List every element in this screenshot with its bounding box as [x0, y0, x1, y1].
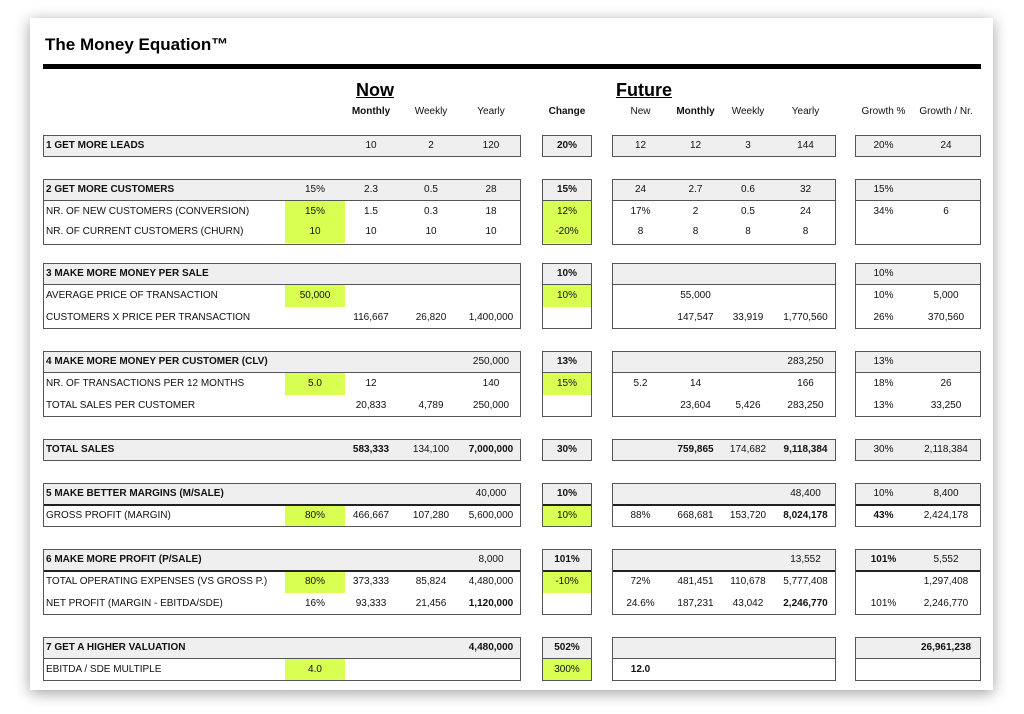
cell-change: 20%: [556, 140, 577, 151]
cell-f-y: 8: [802, 226, 809, 237]
cell-now-y: 120: [482, 140, 500, 151]
cell-f-m: 2.7: [688, 184, 703, 195]
cell-g-pct: 10%: [873, 290, 894, 301]
row-label: 6 MAKE MORE PROFIT (P/SALE): [46, 554, 202, 565]
header-future-new: New: [630, 106, 651, 117]
row-label: TOTAL SALES: [46, 444, 115, 455]
row-label: EBITDA / SDE MULTIPLE: [46, 664, 162, 675]
cell-now-y: 250,000: [472, 400, 510, 411]
cell-f-new: 17%: [630, 206, 651, 217]
row-label: 1 GET MORE LEADS: [46, 140, 145, 151]
row-label: NR. OF NEW CUSTOMERS (CONVERSION): [46, 206, 250, 217]
cell-f-m: 668,681: [677, 510, 714, 521]
cell-f-m: 147,547: [677, 312, 714, 323]
cell-input: 15%: [304, 184, 325, 195]
row-label: CUSTOMERS X PRICE PER TRANSACTION: [46, 312, 251, 323]
cell-now-y: 1,400,000: [468, 312, 514, 323]
cell-now-w: 85,824: [415, 576, 447, 587]
cell-change: 10%: [556, 290, 577, 301]
cell-g-pct: 15%: [873, 184, 894, 195]
money-equation-sheet: [30, 18, 993, 690]
cell-f-w: 174,682: [729, 444, 767, 455]
cell-g-nr: 2,424,178: [923, 510, 969, 521]
row-label: 7 GET A HIGHER VALUATION: [46, 642, 186, 653]
header-growth-pct: Growth %: [861, 106, 906, 117]
cell-g-pct: 20%: [873, 140, 894, 151]
cell-g-pct: 10%: [873, 488, 894, 499]
cell-g-pct: 43%: [873, 510, 894, 521]
cell-g-pct: 13%: [873, 400, 894, 411]
cell-g-nr: 2,246,770: [923, 598, 969, 609]
cell-f-m: 12: [689, 140, 702, 151]
cell-change: 502%: [554, 642, 580, 653]
cell-g-pct: 34%: [873, 206, 894, 217]
cell-g-nr: 26: [940, 378, 952, 389]
cell-now-m: 10: [365, 226, 377, 237]
cell-g-pct: 13%: [873, 356, 894, 367]
cell-f-y: 9,118,384: [783, 444, 828, 455]
cell-g-pct: 26%: [873, 312, 894, 323]
cell-f-m: 55,000: [680, 290, 711, 301]
now-group-heading: Now: [356, 80, 394, 100]
cell-change: 15%: [556, 184, 577, 195]
cell-f-y: 5,777,408: [783, 576, 828, 587]
cell-now-y: 4,480,000: [468, 576, 514, 587]
cell-g-nr: 6: [943, 206, 949, 217]
header-growth-nr: Growth / Nr.: [919, 106, 973, 117]
cell-now-y: 10: [485, 226, 497, 237]
row-label: TOTAL OPERATING EXPENSES (VS GROSS P.): [46, 576, 268, 587]
cell-now-y: 18: [485, 206, 497, 217]
cell-f-y: 2,246,770: [783, 598, 828, 609]
cell-f-m: 23,604: [680, 400, 711, 411]
cell-f-w: 0.5: [741, 206, 755, 217]
cell-change: 10%: [556, 488, 577, 499]
cell-input: 50,000: [299, 290, 331, 301]
cell-now-w: 26,820: [415, 312, 447, 323]
cell-change: -10%: [555, 576, 579, 587]
cell-f-new: 12: [634, 140, 647, 151]
cell-g-nr: 33,250: [930, 400, 962, 411]
cell-g-nr: 370,560: [927, 312, 965, 323]
cell-f-m: 759,865: [677, 444, 714, 455]
cell-now-m: 2.3: [364, 184, 378, 195]
cell-g-nr: 2,118,384: [924, 444, 968, 455]
cell-g-nr: 26,961,238: [920, 642, 972, 653]
cell-input: 10: [309, 226, 321, 237]
cell-change: 13%: [556, 356, 577, 367]
cell-input: 16%: [304, 598, 325, 609]
cell-f-y: 166: [797, 378, 814, 389]
cell-now-w: 107,280: [412, 510, 450, 521]
cell-now-y: 40,000: [475, 488, 507, 499]
cell-g-nr: 5,000: [933, 290, 959, 301]
row-label: NR. OF TRANSACTIONS PER 12 MONTHS: [46, 378, 245, 389]
cell-g-pct: 30%: [873, 444, 894, 455]
cell-f-m: 2: [692, 206, 699, 217]
future-group-heading: Future: [616, 80, 672, 100]
header-change: Change: [548, 106, 586, 117]
cell-now-w: 2: [428, 140, 434, 151]
cell-g-nr: 1,297,408: [923, 576, 969, 587]
row-label: TOTAL SALES PER CUSTOMER: [46, 400, 196, 411]
header-future-weekly: Weekly: [731, 106, 765, 117]
cell-g-pct: 18%: [873, 378, 894, 389]
cell-input: 4.0: [308, 664, 322, 675]
cell-now-m: 93,333: [355, 598, 387, 609]
cell-f-new: 72%: [630, 576, 651, 587]
cell-g-nr: 24: [940, 140, 952, 151]
cell-f-y: 283,250: [787, 400, 824, 411]
cell-f-y: 13,552: [790, 554, 821, 565]
cell-now-y: 28: [485, 184, 497, 195]
cell-now-y: 4,480,000: [468, 642, 514, 653]
cell-change: 101%: [554, 554, 580, 565]
row-label: NR. OF CURRENT CUSTOMERS (CHURN): [46, 226, 244, 237]
cell-f-y: 32: [799, 184, 812, 195]
header-now-monthly: Monthly: [351, 106, 391, 117]
cell-change: -20%: [555, 226, 579, 237]
cell-f-new: 8: [637, 226, 644, 237]
cell-f-y: 1,770,560: [783, 312, 828, 323]
row-label: 3 MAKE MORE MONEY PER SALE: [46, 268, 209, 279]
cell-f-y: 144: [797, 140, 814, 151]
cell-now-y: 140: [482, 378, 500, 389]
cell-f-w: 33,919: [732, 312, 764, 323]
cell-now-y: 7,000,000: [468, 444, 514, 455]
cell-now-m: 116,667: [353, 312, 389, 323]
cell-now-w: 0.3: [424, 206, 438, 217]
cell-g-nr: 8,400: [933, 488, 959, 499]
cell-now-y: 8,000: [478, 554, 504, 565]
cell-now-w: 4,789: [418, 400, 444, 411]
page-title: The Money Equation™: [45, 35, 229, 54]
cell-f-m: 14: [689, 378, 702, 389]
cell-change: 10%: [556, 268, 577, 279]
cell-now-m: 10: [365, 140, 377, 151]
cell-now-y: 250,000: [472, 356, 510, 367]
row-label: NET PROFIT (MARGIN - EBITDA/SDE): [46, 598, 223, 609]
cell-f-y: 24: [799, 206, 812, 217]
cell-now-m: 12: [365, 378, 377, 389]
header-future-monthly: Monthly: [676, 106, 715, 117]
cell-change: 300%: [554, 664, 580, 675]
cell-change: 30%: [556, 444, 577, 455]
cell-now-m: 583,333: [352, 444, 390, 455]
cell-g-nr: 5,552: [933, 554, 959, 565]
cell-f-w: 153,720: [729, 510, 767, 521]
cell-now-m: 1.5: [364, 206, 378, 217]
cell-f-new: 5.2: [633, 378, 648, 389]
cell-f-w: 5,426: [735, 400, 761, 411]
cell-input: 15%: [304, 206, 325, 217]
cell-now-y: 5,600,000: [468, 510, 514, 521]
cell-f-m: 187,231: [677, 598, 714, 609]
header-future-yearly: Yearly: [791, 106, 820, 117]
header-now-weekly: Weekly: [414, 106, 448, 117]
cell-f-w: 0.6: [741, 184, 755, 195]
cell-now-m: 20,833: [355, 400, 387, 411]
cell-g-pct: 101%: [870, 598, 897, 609]
cell-now-w: 0.5: [424, 184, 438, 195]
cell-change: 12%: [556, 206, 577, 217]
row-label: 4 MAKE MORE MONEY PER CUSTOMER (CLV): [46, 356, 268, 367]
cell-input: 80%: [304, 510, 325, 521]
cell-input: 80%: [304, 576, 325, 587]
title-rule: [43, 64, 981, 69]
cell-now-w: 21,456: [415, 598, 447, 609]
cell-now-m: 466,667: [352, 510, 390, 521]
cell-f-w: 43,042: [732, 598, 764, 609]
cell-now-w: 10: [425, 226, 437, 237]
cell-now-y: 1,120,000: [468, 598, 514, 609]
cell-f-new: 24: [634, 184, 647, 195]
cell-f-m: 481,451: [677, 576, 714, 587]
cell-f-y: 48,400: [790, 488, 821, 499]
cell-input: 5.0: [308, 378, 322, 389]
cell-change: 10%: [556, 510, 577, 521]
cell-f-new: 24.6%: [626, 598, 655, 609]
cell-g-pct: 101%: [870, 554, 897, 565]
row-label: GROSS PROFIT (MARGIN): [46, 510, 171, 521]
cell-f-y: 283,250: [787, 356, 824, 367]
cell-f-w: 110,678: [730, 576, 766, 587]
cell-f-new: 12.0: [630, 664, 651, 675]
header-now-yearly: Yearly: [477, 106, 505, 117]
cell-f-new: 88%: [630, 510, 651, 521]
row-label: AVERAGE PRICE OF TRANSACTION: [46, 290, 218, 301]
cell-change: 15%: [556, 378, 577, 389]
cell-f-w: 8: [745, 226, 751, 237]
row-label: 5 MAKE BETTER MARGINS (M/SALE): [46, 488, 224, 499]
cell-now-m: 373,333: [352, 576, 390, 587]
row-label: 2 GET MORE CUSTOMERS: [46, 184, 175, 195]
cell-f-y: 8,024,178: [783, 510, 828, 521]
cell-now-w: 134,100: [412, 444, 450, 455]
cell-f-w: 3: [745, 140, 751, 151]
cell-g-pct: 10%: [873, 268, 894, 279]
cell-f-m: 8: [692, 226, 699, 237]
